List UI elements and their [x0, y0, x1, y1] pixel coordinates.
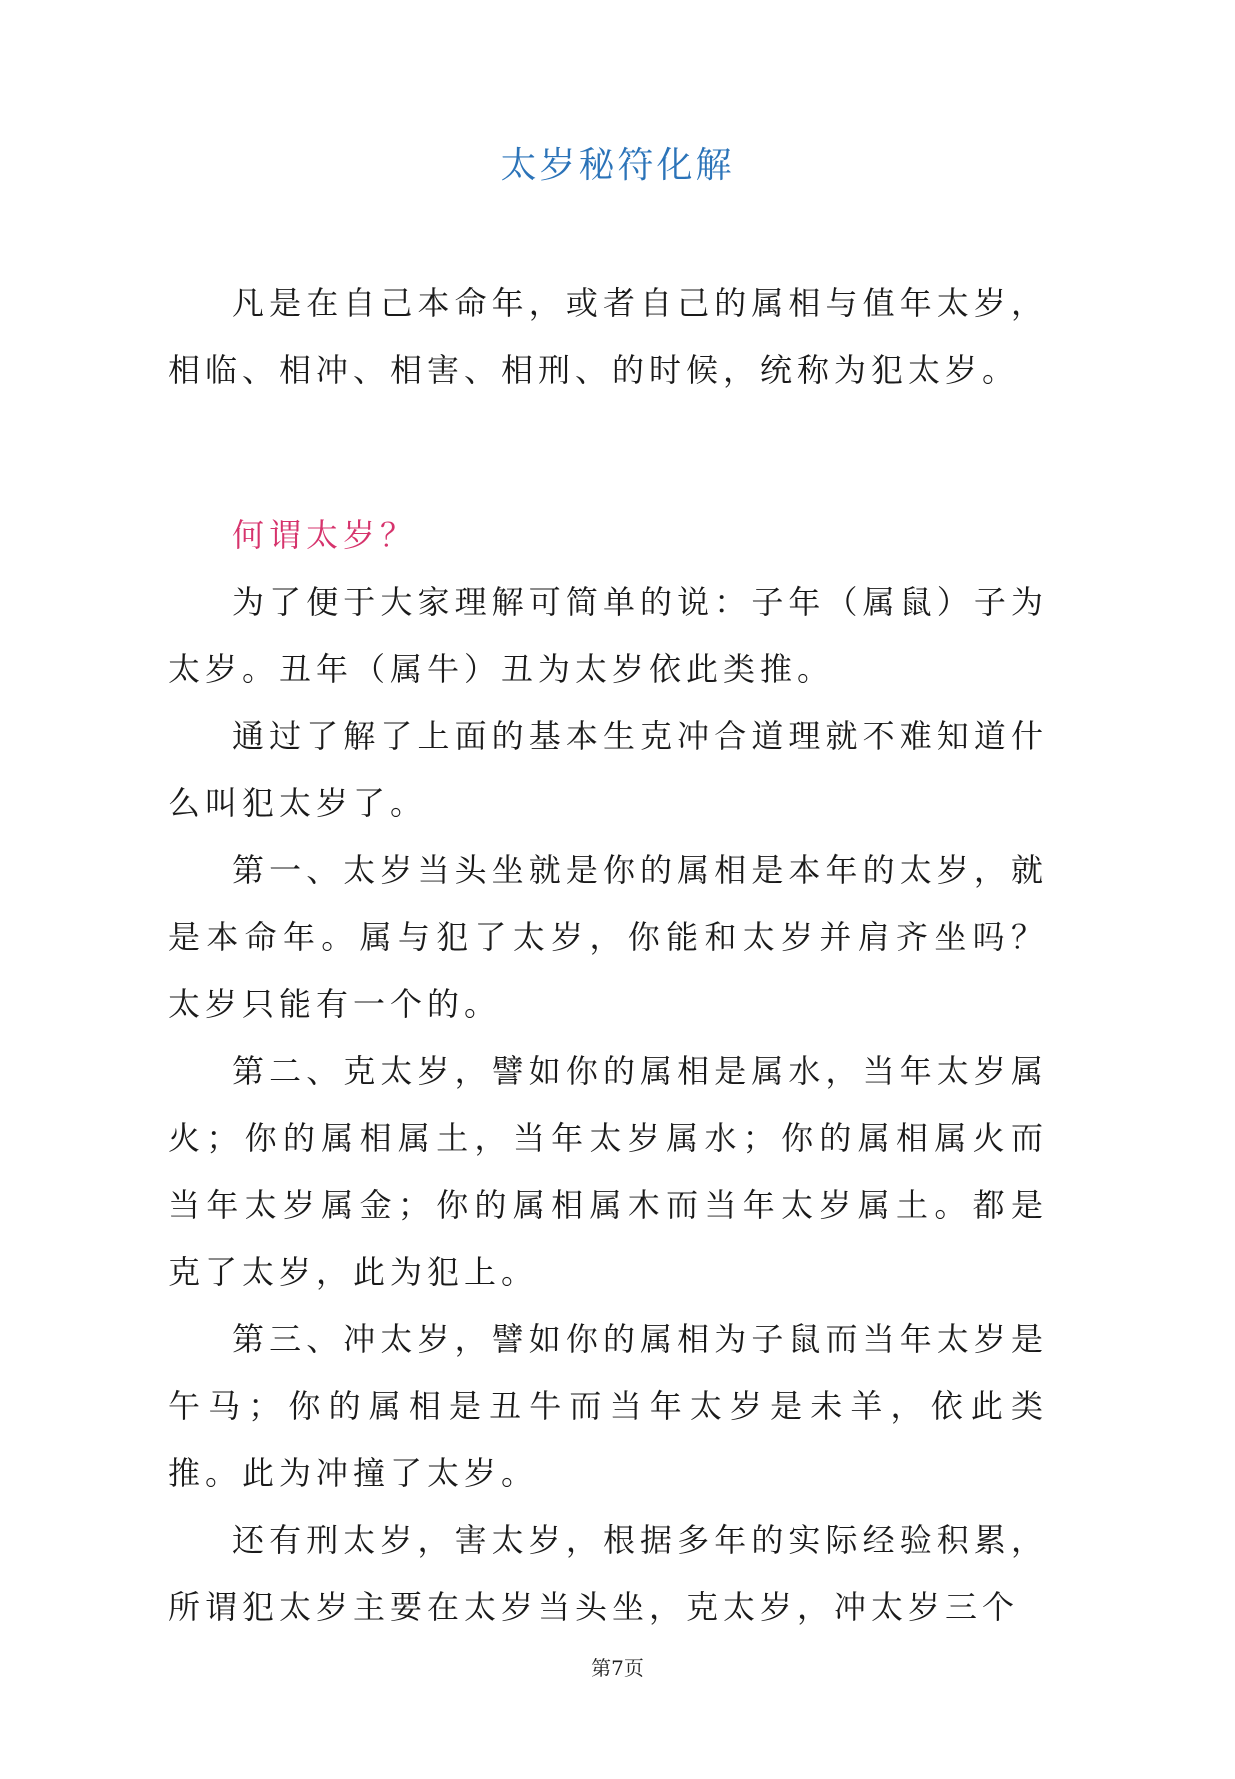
section-heading: 何谓太岁？ — [232, 516, 418, 554]
paragraph-2: 通过了解了上面的基本生克冲合道理就不难知道什么叫犯太岁了。 — [168, 717, 1048, 822]
document-title: 太岁秘符化解 — [500, 145, 735, 186]
paragraph-4: 第二、克太岁，譬如你的属相是属水，当年太岁属火；你的属相属土，当年太岁属水；你的属相属火而当年太岁属金；你的属相属木而当年太岁属土。都是克了太岁，此为犯上。 — [168, 1052, 1048, 1291]
document-body — [168, 270, 1048, 1641]
paragraph-3: 第一、太岁当头坐就是你的属相是本年的太岁，就是本命年。属与犯了太岁，你能和太岁并肩齐坐吗？太岁只能有一个的。 — [168, 851, 1048, 1023]
paragraph-6: 还有刑太岁，害太岁，根据多年的实际经验积累，所谓犯太岁主要在太岁当头坐，克太岁，冲太岁三个 — [168, 1521, 1048, 1626]
paragraph-5: 第三、冲太岁，譬如你的属相为子鼠而当年太岁是午马；你的属相是丑牛而当年太岁是未羊，依此类推。此为冲撞了太岁。 — [168, 1320, 1048, 1492]
paragraph-1: 为了便于大家理解可简单的说：子年（属鼠）子为太岁。丑年（属牛）丑为太岁依此类推。 — [168, 583, 1048, 688]
page-number: 第7页 — [591, 1656, 644, 1680]
paragraph-intro: 凡是在自己本命年，或者自己的属相与值年太岁，相临、相冲、相害、相刑、的时候，统称为犯太岁。 — [168, 284, 1048, 389]
section-spacer — [168, 404, 1048, 502]
